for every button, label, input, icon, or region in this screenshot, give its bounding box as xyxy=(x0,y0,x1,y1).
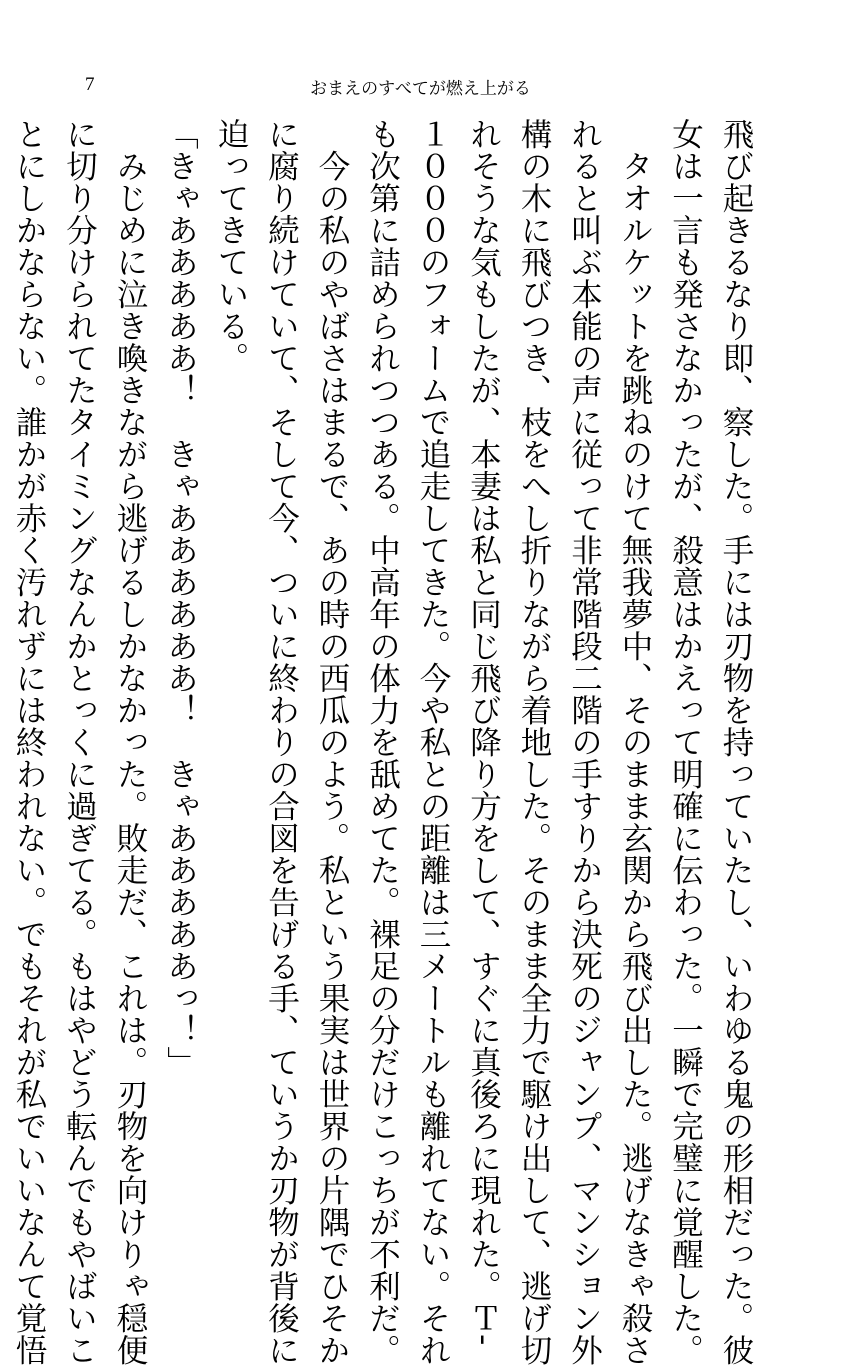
text-line: れそうな気もしたが、本妻は私と同じ飛び降り方をして、すぐに真後ろに現れた。Ｔ‐ xyxy=(465,118,502,1346)
running-title: おまえのすべてが燃え上がる xyxy=(310,79,531,99)
text-line: 今の私のやばさはまるで、あの時の西瓜のよう。私という果実は世界の片隅でひそか xyxy=(314,118,350,1366)
text-line: 迫ってきている。 xyxy=(213,118,249,374)
text-line: みじめに泣き喚きながら逃げるしかなかった。敗走だ、これは。刃物を向けりゃ穏便 xyxy=(112,118,148,1366)
text-line: 女は一言も発さなかったが、殺意はかえって明確に伝わった。一瞬で完璧に覚醒した。 xyxy=(667,118,704,1366)
text-line: れると叫ぶ本能の声に従って非常階段二階の手すりから決死のジャンプ、マンション外 xyxy=(566,118,603,1366)
text-line: も次第に詰められつつある。中高年の体力を舐めてた。裸足の分だけこっちが不利だ。 xyxy=(364,118,401,1366)
text-line: 構の木に飛びつき、枝をへし折りながら着地した。そのまま全力で駆け出して、逃げ切 xyxy=(516,118,552,1366)
text-line: タオルケットを跳ねのけて無我夢中、そのまま玄関から飛び出した。逃げなきゃ殺さ xyxy=(617,118,653,1366)
text-line: に切り分けられてたタイミングなんかとっくに過ぎてる。もはやどう転んでもやばいこ xyxy=(61,118,98,1366)
text-line: 飛び起きるなり即、察した。手には刃物を持っていたし、いわゆる鬼の形相だった。彼 xyxy=(718,118,754,1366)
text-line: とにしかならない。誰かが赤く汚れずには終われない。でもそれが私でいいなんて覚悟 xyxy=(11,118,47,1366)
page-number: 7 xyxy=(85,74,95,95)
text-line: に腐り続けていて、そして今、ついに終わりの合図を告げる手、ていうか刃物が背後に xyxy=(263,118,300,1366)
body-text xyxy=(0,118,761,1366)
text-line xyxy=(0,118,4,1118)
text-line: 「きゃあああああ！ きゃああああああ！ きゃあああああっ！」 xyxy=(162,118,199,1078)
text-line: １０００のフォームで追走してきた。今や私との距離は三メートルも離れてない。それ xyxy=(415,118,451,1366)
